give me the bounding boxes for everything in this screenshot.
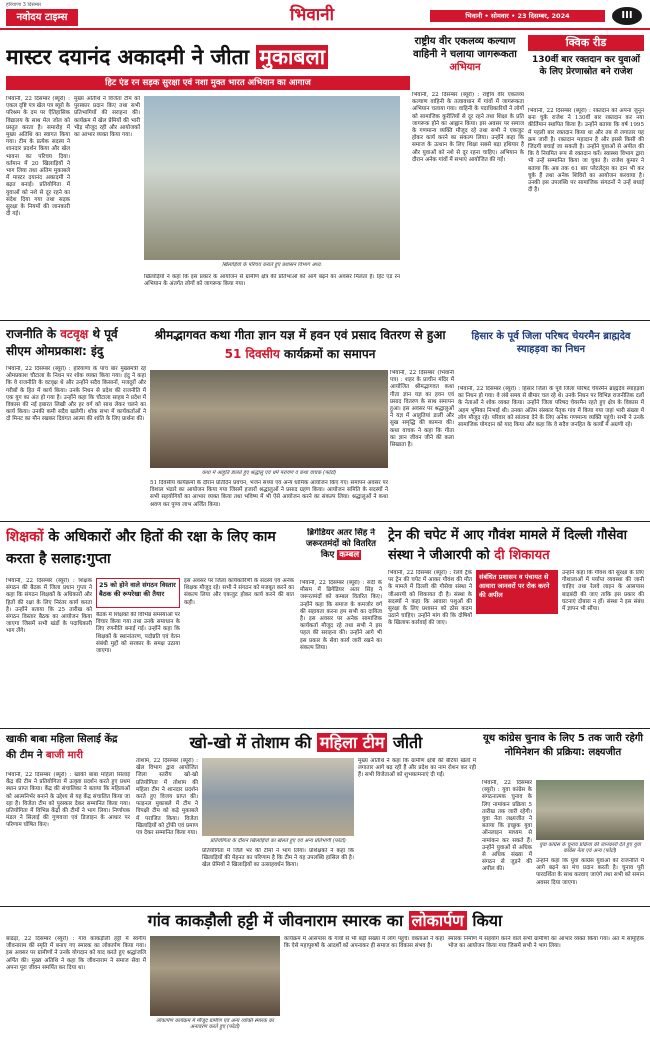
lead-photo [144,96,400,260]
khokho-body-col2: प्रतियोगिता में जिले भर की टीमों ने भाग लिया। प्रशिक्षकों ने कहा कि खिलाड़ियों की मेहनत का परिणाम है कि टीम ने यह उपलब्धि हासिल की है। खेल प्रेमियों ने खिलाड़ियों का उत्साहवर्धन किया। [202,848,354,869]
rajniti-headline: राजनीति के वटवृक्ष थे पूर्व सीएम ओमप्रकाश: इंदु [6,327,118,358]
lead-photo-caption: खिलाड़ियों के परिचय कराते हुए प्रशासन विभाग अध्य. [221,262,323,268]
shikshak-body-col2: बैठक में शिक्षकों की विभिन्न समस्याओं पर विचार किया गया तथा उनके समाधान के लिए रणनीति बनाई गई। उन्होंने कहा कि शिक्षकों के स्थानांतरण, पदोन्नति एवं वेतन संबंधी मुद्दों को सरकार के समक्ष उठाया जाएगा। [96,612,180,655]
shikshak-body-col1: भिवानी, 22 दिसम्बर (ब्यूरो) : शिक्षक संगठन की बैठक में जिला प्रधान गुप्ता ने कहा कि संगठन शिक्षकों के अधिकारों और हितों की रक्षा के लिए निरंतर कार्य करता है। उन्होंने बताया कि 25 तारीख को संगठन विस्तार बैठक का आयोजन किया जाएगा जिसमें सभी खंडों के पदाधिकारी भाग लेंगे। [6,578,92,635]
divider [0,521,650,522]
youth-body-col2: उन्होंने कहा कि युवा कांग्रेस युवाओं को राजनीति में आगे बढ़ने का मंच प्रदान करती है। चुनाव पूरी पारदर्शिता के साथ करवाए जाएंगे तथा सभी को समान अवसर दिया जाएगा। [536,858,644,886]
bhagwat-headline: श्रीमद्भागवत कथा गीता ज्ञान यज्ञ में हवन एवं प्रसाद वितरण से हुआ 51 दिवसीय कार्यक्रमों का समापन [154,328,446,361]
khokho-body-col1: तोशाम, 22 दिसम्बर (ब्यूरो) : खेल विभाग द्वारा आयोजित जिला स्तरीय खो-खो प्रतियोगिता में तोशाम की महिला टीम ने शानदार प्रदर्शन करते हुए विजय प्राप्त की। फाइनल मुकाबले में टीम ने विपक्षी टीम को कड़े मुकाबले में पराजित किया। विजेता खिलाड़ियों को ट्रॉफी एवं प्रमाण पत्र देकर सम्मानित किया गया। [136,758,198,837]
gaon-body-col1: बाढड़ा, 22 दिसम्बर (ब्यूरो) : गांव काकड़ौली हट्टी में स्वर्गीय जीवनाराम की स्मृति में बनाए गए स्मारक का लोकार्पण किया गया। इस अवसर पर ग्रामीणों ने उनके योगदान को याद करते हुए श्रद्धांजलि अर्पित की। मुख्य अतिथि ने कहा कि जीवनाराम ने समाज सेवा में अपना पूरा जीवन समर्पित कर दिया था। [6,936,146,971]
divider [0,728,650,729]
shikshak-headline: शिक्षकों के अधिकारों और हितों की रक्षा के लिए काम करता है सलाह:गुप्ता [6,529,276,567]
brigadier-body: भिवानी, 22 दिसम्बर (ब्यूरो) : सर्दी के मौसम में ब्रिगेडियर अतर सिंह ने जरूरतमंदों को कम्बल वितरित किए। उन्होंने कहा कि समाज के कमजोर वर्ग की सहायता करना हम सभी का दायित्व है। इस अवसर पर अनेक सामाजिक कार्यकर्ता मौजूद रहे तथा सभी ने इस पहल की सराहना की। उन्होंने आगे भी इस प्रकार के सेवा कार्य जारी रखने का संकल्प लिया। [300,580,382,651]
gaon-body-col2: कार्यक्रम में आसपास के गांवों से भी बड़ी संख्या में लोग पहुंचे। वक्ताओं ने कहा कि ऐसे महापुरुषों के आदर्शों को अपनाकर ही समाज का विकास संभव है। [284,936,444,950]
ekalavya-body: भिवानी, 22 दिसम्बर (ब्यूरो) : राष्ट्रीय वीर एकलव्य कल्याण वाहिनी के तत्वावधान में गांवों में जागरूकता अभियान चलाया गया। वाहिनी के पदाधिकारियों ने लोगों को सामाजिक कुरीतियों से दूर रहने तथा शिक्षा के प्रति जागरूक होने का आह्वान किया। इस अवसर पर समाज के गणमान्य व्यक्ति मौजूद रहे तथा सभी ने एकजुट होकर कार्य करने का संकल्प लिया। उन्होंने कहा कि समाज के उत्थान के लिए शिक्षा सबसे बड़ा हथियार है और युवाओं को नशे से दूर रहना चाहिए। अभियान के दौरान अनेक गांवों में सभाएं आयोजित की गईं। [412,92,524,163]
gaon-photo-caption: लोकार्पण कार्यक्रम में मौजूद ग्रामीण एवं अन्य व्यक्ति स्मारक का अनावरण करते हुए (फोटो) [156,1018,274,1031]
khokho-body-col3: मुख्य अतिथि ने कहा कि ग्रामीण क्षेत्रों की बेटियां खेलों में लगातार आगे बढ़ रही हैं और प्रदेश का नाम रोशन कर रही हैं। सभी विजेताओं को शुभकामनाएं दी गईं। [358,758,476,779]
paper-logo: नवोदय टाइम्स [6,9,78,26]
khokho-photo-caption: प्रतियोगिता के दौरान खिलाड़ियों का खेलते हुए एवं अन्य प्रतिभागी (फोटो) [210,838,346,844]
gaon-photo [150,936,280,1016]
shikshak-body-col3: इस अवसर पर जिला कार्यकारिणी के सदस्य एवं अनेक शिक्षक मौजूद रहे। सभी ने संगठन को मजबूत करने का संकल्प लिया और एकजुट होकर कार्य करने की बात कही। [184,578,294,606]
shikshak-box: 25 को होने वाले संगठन विस्तार बैठक की रूपरेखा की तैयार [96,578,180,608]
youth-photo [536,780,644,840]
train-body-col1: भिवानी, 22 दिसम्बर (ब्यूरो) : रेलवे ट्रैक पर ट्रेन की चपेट में आकर गौवंश की मौत के मामले में दिल्ली की गौसेवा संस्था ने जीआरपी को शिकायत दी है। संस्था के सदस्यों ने कहा कि आवारा पशुओं की सुरक्षा के लिए प्रशासन को ठोस कदम उठाने चाहिए। उन्होंने मांग की कि दोषियों के खिलाफ कार्रवाई की जाए। [388,570,472,627]
page-number: III [612,7,642,25]
train-headline: ट्रेन की चपेट में आए गौवंश मामले में दिल्ली गौसेवा संस्था ने जीआरपी को दी शिकायत [388,528,627,563]
quick-read-label: क्विक रीड [528,35,644,51]
khokho-headline: खो-खो में तोशाम की महिला टीम जीती [189,733,423,752]
bhagwat-body-col2: 51 दिवसीय कार्यक्रमों के दौरान प्रतिदिन प्रवचन, भजन संध्या एवं अन्य धार्मिक आयोजन किए गए। समापन अवसर पर विशाल भंडारे का आयोजन किया गया जिसमें हजारों श्रद्धालुओं ने प्रसाद ग्रहण किया। आयोजन समिति के सदस्यों ने सभी सहयोगियों का आभार व्यक्त किया तथा भविष्य में भी ऐसे आयोजन करने का संकल्प लिया। श्रद्धालुओं ने कथा श्रवण कर पुण्य लाभ अर्जित किया। [150,480,388,508]
brigadier-headline: ब्रिगेडियर अतर सिंह ने जरूरतमंदों को वितरित किए कम्बल [306,528,376,560]
lead-body-col2: मुख्य अतिथि ने विजेता टीम को पुरस्कार प्रदान किए तथा सभी प्रतिभागियों की सराहना की। कार्यक्रम में खेल प्रेमियों की भारी भीड़ मौजूद रही और आयोजकों का आभार व्यक्त किया गया। [74,96,140,139]
quick-read-body: भिवानी, 22 दिसम्बर (ब्यूरो) : रक्तदान को अपना जुनून बना चुके राजेश ने 130वीं बार रक्तदान कर नया कीर्तिमान स्थापित किया है। उन्होंने बताया कि वर्ष 1995 में पहली बार रक्तदान किया था और तब से लगातार यह क्रम जारी है। रक्तदान महादान है और इससे किसी की जिंदगी बचाई जा सकती है। उन्होंने युवाओं से अपील की कि वे नियमित रूप से रक्तदान करें। स्वास्थ्य विभाग द्वारा भी उन्हें सम्मानित किया जा चुका है। राजेश कुमार ने बताया कि अब तक 61 बार प्लेटलेट्स का दान भी कर चुके हैं तथा अनेक शिविरों का आयोजन करवाया है। उनकी इस उपलब्धि पर सामाजिक संगठनों ने उन्हें बधाई दी है। [528,108,644,194]
rajniti-body: भिवानी, 22 दिसम्बर (ब्यूरो) : हरियाणा के पांच बार मुख्यमंत्री रहे ओमप्रकाश चौटाला के निधन पर शोक व्यक्त किया गया। इंदु ने कहा कि वे राजनीति के वटवृक्ष थे और उन्होंने सदैव किसानों, मजदूरों और गरीबों के हित में कार्य किया। उनके निधन से प्रदेश की राजनीति में एक युग का अंत हो गया है। उन्होंने कहा कि चौटाला साहब ने प्रदेश में विकास की नई इबारत लिखी और हर वर्ग को साथ लेकर चलने का कार्य किया। उनकी कमी सदैव खलेगी। शोक सभा में कार्यकर्ताओं ने दो मिनट का मौन रखकर दिवंगत आत्मा की शांति के लिए प्रार्थना की। [6,366,146,423]
ekalavya-headline: राष्ट्रीय वीर एकलव्य कल्याण वाहिनी ने चलाया जागरूकता अभियान [413,36,517,73]
bhagwat-photo [150,370,388,468]
quick-read-headline: 130वीं बार रक्तदान कर युवाओं के लिए प्रेरणास्रोत बने राजेश [532,55,640,77]
train-box: संबंधित प्रशासन व पंचायत से आवारा जानवरों पर रोक करने की अपील [476,570,558,614]
lead-subheadline: हिट एंड रन सड़क सुरक्षा एवं नशा मुक्त भारत अभियान का आगाज [6,76,410,90]
hisar-body: भिवानी, 22 दिसम्बर (ब्यूरो) : हिसार जिला के पूर्व जिला परिषद चेयरमैन ब्राह्मदेव स्याहड़वा का निधन हो गया। वे लंबे समय से बीमार चल रहे थे। उनके निधन पर विभिन्न राजनीतिक दलों के नेताओं ने शोक व्यक्त किया। उन्होंने जिला परिषद चेयरमैन रहते हुए क्षेत्र के विकास में अहम भूमिका निभाई थी। उनका अंतिम संस्कार पैतृक गांव में किया गया जहां भारी संख्या में लोग मौजूद रहे। परिवार को सांत्वना देने के लिए अनेक गणमान्य व्यक्ति पहुंचे। सभी ने उनके सामाजिक योगदान को याद किया और कहा कि वे सदैव जनहित के कार्यों में अग्रणी रहे। [458,386,644,429]
header-top-label: हरियाणा 3 दिसम्बर [6,2,42,8]
youth-headline: यूथ कांग्रेस चुनाव के लिए 5 तक जारी रहेगी नोमिनेशन की प्रक्रिया: लक्ष्यजीत [483,733,643,758]
divider [0,320,650,321]
lead-body-col3: खिलाड़ियों ने कहा कि इस प्रकार के आयोजन से ग्रामीण क्षेत्र की प्रतिभाओं को आगे बढ़ने का अवसर मिलता है। हिट एंड रन अभियान के अंतर्गत लोगों को जागरूक किया गया। [144,274,400,288]
date-line: भिवानी • सोमवार • 23 दिसम्बर, 2024 [430,10,605,22]
khaki-body: भिवानी, 22 दिसम्बर (ब्यूरो) : खाकी बाबा महिला सिलाई केंद्र की टीम ने प्रतियोगिता में उत्कृष्ट प्रदर्शन करते हुए प्रथम स्थान प्राप्त किया। केंद्र की संचालिका ने बताया कि महिलाओं को आत्मनिर्भर बनाने के उद्देश्य से यह केंद्र संचालित किया जा रहा है। विजेता टीम को पुरस्कार देकर सम्मानित किया गया। प्रतियोगिता में विभिन्न केंद्रों की टीमों ने भाग लिया। निर्णायक मंडल ने सिलाई की गुणवत्ता एवं डिजाइन के आधार पर परिणाम घोषित किए। [6,772,130,829]
train-body-col2: उन्होंने कहा कि गौवंश की सुरक्षा के लिए गौशालाओं में पर्याप्त व्यवस्था की जानी चाहिए तथा रेलवे लाइन के आसपास बाड़बंदी की जाए ताकि इस प्रकार की घटनाएं दोबारा न हों। संस्था ने इस संबंध में ज्ञापन भी सौंपा। [562,570,644,613]
section-title: भिवानी [289,5,335,25]
gaon-body-col3: स्मारक निर्माण में सहयोग करने वाले सभी ग्रामीणों का आभार व्यक्त किया गया। अंत में सामूहिक भोज का आयोजन किया गया जिसमें सभी ने भाग लिया। [448,936,644,950]
hisar-headline: हिसार के पूर्व जिला परिषद चेयरमैन ब्राह्मदेव स्याहड़वा का निधन [471,331,631,355]
khaki-headline: खाकी बाबा महिला सिलाई केंद्र की टीम ने बाजी मारी [6,734,118,761]
gaon-headline: गांव काकड़ौली हट्टी में जीवनाराम स्मारक का लोकार्पण किया [147,911,503,930]
lead-body-col1: भिवानी, 22 दिसम्बर (ब्यूरो) : एकल दृष्टि पत्र खेल पत्र ब्यूरो के परिश्रम के दम पर ऐतिहासिक विद्यालय के साथ मेल जोल को प्रस्तुत करता है। समारोह में मुख्य अतिथि का स्वागत किया गया। टीम के प्रत्येक सदस्य ने शानदार प्रदर्शन किया और खेल भावना का परिचय दिया। वर्तमान में 20 खिलाड़ियों ने भाग लिया तथा अंतिम मुकाबले में मास्टर दयानंद अकादमी ने बढ़त बनाई। प्रतियोगिता में युवाओं को नशे से दूर रहने का संदेश दिया गया तथा सड़क सुरक्षा के नियमों की जानकारी दी गई। [6,96,70,218]
bhagwat-body-col1: भिवानी, 22 दिसम्बर (भिवानी पत्र) : शहर के प्राचीन मंदिर में आयोजित श्रीमद्भागवत कथा गीता ज्ञान यज्ञ का हवन एवं प्रसाद वितरण के साथ समापन हुआ। इस अवसर पर श्रद्धालुओं ने यज्ञ में आहुतियां डालीं और सुख समृद्धि की कामना की। कथा वाचक ने कहा कि गीता का ज्ञान जीवन जीने की कला सिखाता है। [390,370,454,449]
divider [0,906,650,907]
khokho-photo [202,758,354,836]
masthead [0,0,650,30]
youth-body-col1: भिवानी, 22 दिसम्बर (ब्यूरो) : युवा कांग्रेस के संगठनात्मक चुनाव के लिए नामांकन प्रक्रिया 5 तारीख तक जारी रहेगी। युवा नेता लक्ष्यजीत ने बताया कि इच्छुक युवा ऑनलाइन माध्यम से नामांकन कर सकते हैं। उन्होंने युवाओं से अधिक से अधिक संख्या में संगठन से जुड़ने की अपील की। [482,780,532,873]
youth-photo-caption: युवा कांग्रेस के चुनाव प्रक्रिया की जानकारी देते हुए युवा कांग्रेस नेता एवं अन्य (फोटो) [539,842,641,855]
bhagwat-photo-caption: कथा में आहुति डालते हुए श्रद्धालु एवं धर्म परायण व कथा वाचक (फोटो) [201,470,337,476]
lead-headline: मास्टर दयानंद अकादमी ने जीता मुकाबला [6,44,406,70]
